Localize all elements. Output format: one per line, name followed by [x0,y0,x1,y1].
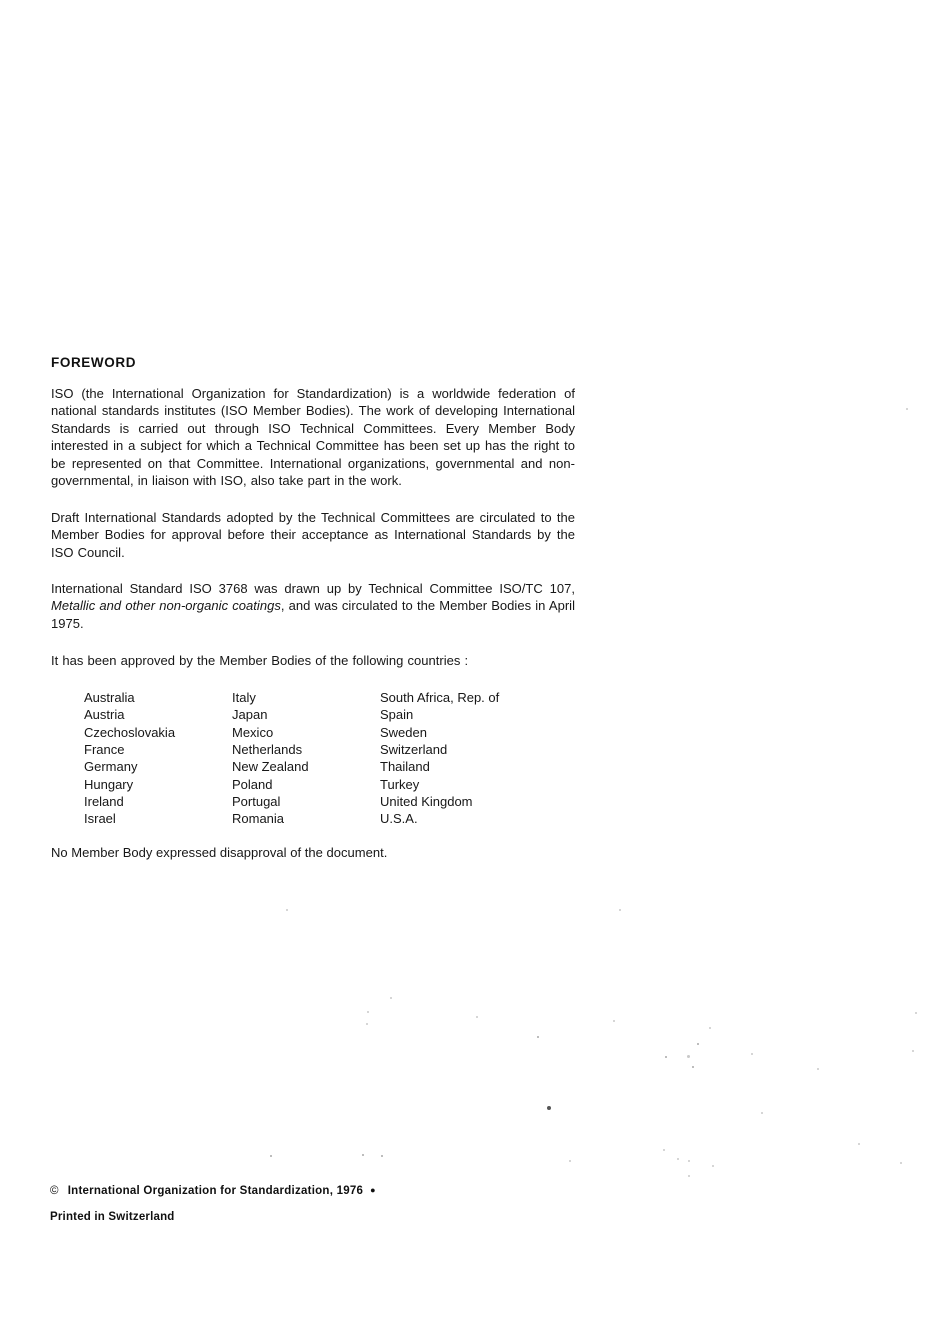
country-column-1 [84,689,232,828]
scan-noise-speck [381,1155,383,1157]
country-item: Netherlands [232,742,303,758]
paragraph-draft-standards: Draft International Standards adopted by the Technical Committees are circulated to the Member Bodies for approval before their acceptance as International Standards by the ISO Council. [51,510,575,560]
country-item: Portugal [232,794,281,810]
printed-in-line: Printed in Switzerland [50,1211,175,1223]
country-item: Sweden [380,724,427,740]
country-item: New Zealand [232,759,309,775]
country-item: Thailand [380,759,430,775]
scan-noise-speck [677,1158,679,1160]
country-item: United Kingdom [380,794,473,810]
copyright-symbol: © [50,1185,59,1197]
scan-noise-speck [688,1175,690,1177]
scan-noise-speck [751,1053,753,1055]
country-item: U.S.A. [380,811,418,827]
scan-noise-speck [761,1112,763,1114]
paragraph-standard-origin-end: , and was circulated to the Member Bodies in April 1975. [51,598,575,631]
scan-noise-speck [613,1020,615,1022]
country-item: Czechoslovakia [84,724,176,740]
scan-noise-speck [692,1066,694,1068]
scan-noise-speck [906,408,908,410]
country-column-2 [232,689,380,828]
scan-noise-speck [619,909,621,911]
scan-noise-speck [663,1149,665,1151]
country-column-3 [380,689,499,828]
country-item: Turkey [380,776,420,792]
country-item: South Africa, Rep. of [380,690,500,705]
country-item: Mexico [232,724,274,740]
country-item: Germany [84,759,138,775]
country-item: Italy [232,690,256,705]
scan-noise-speck [390,997,392,999]
scan-noise-speck [915,1012,917,1014]
scan-noise-speck [366,1023,368,1025]
committee-title-italic: Metallic and other non-organic coatings [51,598,281,614]
paragraph-approval-intro: It has been approved by the Member Bodies of the following countries : [51,653,469,668]
scan-noise-speck [569,1160,571,1162]
country-list [84,689,499,828]
scan-noise-speck [858,1143,860,1145]
scan-noise-speck [270,1155,272,1157]
country-item: Romania [232,811,285,827]
scan-noise-speck [687,1055,690,1058]
scan-noise-speck [712,1165,714,1167]
paragraph-iso-intro: ISO (the International Organization for Standardization) is a worldwide federation of national standards institutes (ISO Member Bodies). The work of developing International Standards is carried out through ISO Technical Committees. Every Member Body interested in a subject for which a Technical Committee has been set up has the right to be represented on that Committee. International organizations, governmental and non-governmental, in liaison with ISO, also take part in the work. [51,386,575,489]
scan-noise-speck [367,1011,369,1013]
country-item: Ireland [84,794,124,810]
copyright-text: International Organization for Standardization, 1976 [67,1185,364,1197]
scan-noise-speck [362,1154,364,1156]
country-item: Switzerland [380,742,448,758]
disapproval-note: No Member Body expressed disapproval of the document. [51,845,388,860]
country-item: Poland [232,776,273,792]
country-item: Japan [232,707,268,723]
scan-noise-speck [537,1036,539,1038]
scan-noise-speck [665,1056,667,1058]
copyright-line [50,1185,376,1197]
country-item: France [84,742,125,758]
bullet-dot: ● [370,1185,376,1195]
paragraph-standard-origin [51,580,575,632]
scan-noise-speck [476,1016,478,1018]
scan-noise-speck [912,1050,914,1052]
scan-noise-speck [817,1068,819,1070]
country-item: Australia [84,690,135,705]
scan-noise-speck [697,1043,699,1045]
scan-noise-speck [709,1027,711,1029]
paragraph-standard-origin-start: International Standard ISO 3768 was drawn up by Technical Committee ISO/TC 107, [51,581,575,596]
country-item: Hungary [84,776,134,792]
country-item: Austria [84,707,125,723]
scan-noise-speck [900,1162,902,1164]
scan-noise-speck [547,1106,551,1110]
country-item: Israel [84,811,116,827]
scan-noise-speck [286,909,288,911]
country-item: Spain [380,707,414,723]
scan-noise-speck [688,1160,690,1162]
page-title: FOREWORD [51,355,137,370]
